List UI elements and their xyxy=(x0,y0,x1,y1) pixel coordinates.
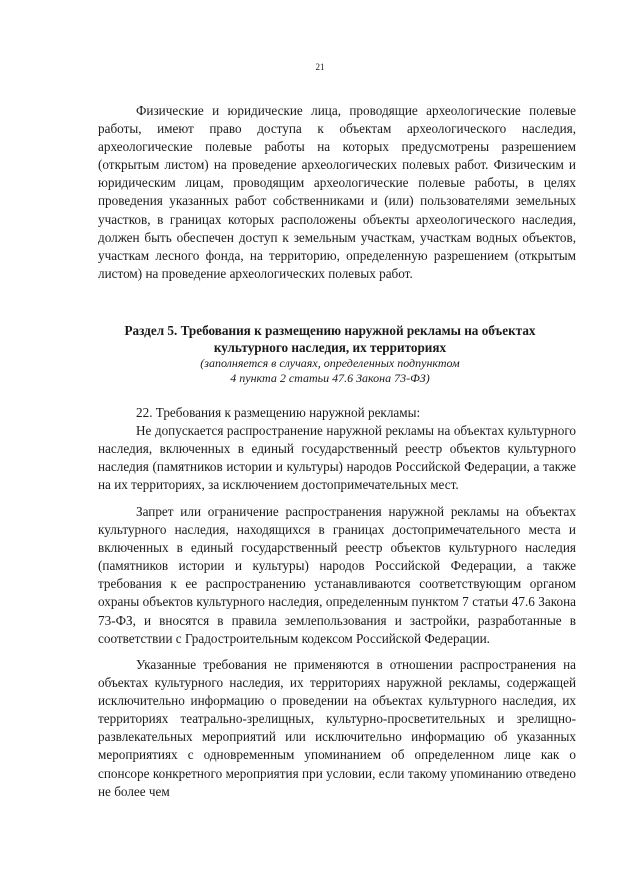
section-note-line-2: 4 пункта 2 статьи 47.6 Закона 73-ФЗ) xyxy=(230,371,430,385)
page-number: 21 xyxy=(315,62,325,72)
paragraph-advertising-restriction: Запрет или ограничение распространения наружной рекламы на объектах культурного наследия, находящихся в границах достопримечательного места и включенных в единый государственный реестр объектов культурного наследия (памятников истории и культуры) народов Российской Федерации, а также требования к ее распространению устанавливаются соответствующим органом охраны объектов культурного наследия, определенным пунктом 7 статьи 47.6 Закона 73-ФЗ, и вносятся в правила землепользования и застройки, разработанные в соответствии с Градостроительным кодексом Российской Федерации. xyxy=(98,504,576,646)
section-5-heading xyxy=(80,322,580,386)
paragraph-advertising-prohibition: Не допускается распространение наружной рекламы на объектах культурного наследия, включенных в единый государственный реестр объектов культурного наследия (памятников истории и культуры) народов Российской Федерации, а также на их территориях, за исключением достопримечательных мест. xyxy=(98,423,576,493)
section-note-line-1: (заполняется в случаях, определенных подпунктом xyxy=(200,356,460,370)
section-title-line-1: Раздел 5. Требования к размещению наружной рекламы на объектах xyxy=(124,323,536,338)
paragraph-archaeological-access: Физические и юридические лица, проводящие археологические полевые работы, имеют право доступа к объектам археологического наследия, археологические полевые работы на которых предусмотрены разрешением (открытым листом) на проведение археологических полевых работ. Физическим и юридическим лицам, проводящим археологические полевые работы, в целях проведения указанных работ собственниками и (или) пользователями земельных участков, в границах которых расположены объекты археологического наследия, должен быть обеспечен доступ к земельным участкам, участкам водных объектов, участкам лесного фонда, на территорию, определенную разрешением (открытым листом) на проведение археологических полевых работ. xyxy=(98,103,576,281)
paragraph-exceptions: Указанные требования не применяются в отношении распространения на объектах культурного наследия, их территориях наружной рекламы, содержащей исключительно информацию о проведении на объектах культурного наследия, их территориях театрально-зрелищных, культурно-просветительных и зрелищно-развлекательных мероприятий или исключительно информацию об указанных мероприятиях с одновременным упоминанием об определенном лице как о спонсоре конкретного мероприятия при условии, если такому упоминанию отведено не более чем xyxy=(98,657,576,799)
section-title-line-2: культурного наследия, их территориях xyxy=(213,340,447,355)
paragraph-item-22-heading: 22. Требования к размещению наружной рекламы: xyxy=(136,405,421,420)
